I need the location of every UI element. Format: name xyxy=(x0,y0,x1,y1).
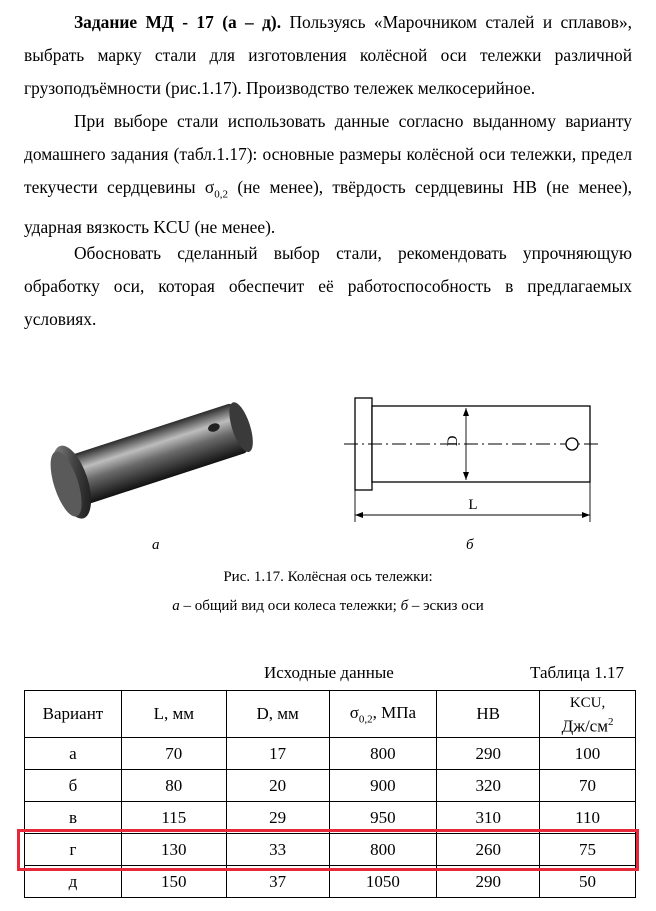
cell-L: 70 xyxy=(121,738,226,770)
cell-sigma: 1050 xyxy=(329,866,437,898)
cell-D: 37 xyxy=(226,866,329,898)
table-header-row xyxy=(25,691,636,738)
row-highlight-box xyxy=(17,829,639,871)
figure-caption-title: Рис. 1.17. Колёсная ось тележки: xyxy=(223,569,433,585)
cell-kcu: 75 xyxy=(540,834,636,866)
cell-sigma: 900 xyxy=(329,770,437,802)
cell-L: 150 xyxy=(121,866,226,898)
cell-kcu: 100 xyxy=(540,738,636,770)
cell-hb: 310 xyxy=(437,802,540,834)
task-paragraph-1-text: Пользуясь «Марочником сталей и сплавов», выбрать марку стали для изготовления колёсной оси тележки различной грузоподъёмности (рис.1.17). Производство тележек мелкосерийное. xyxy=(24,12,633,98)
task-title: Задание МД - 17 (а – д). xyxy=(74,12,282,32)
axle-photo xyxy=(28,392,264,524)
cell-L: 115 xyxy=(121,802,226,834)
cell-D: 20 xyxy=(226,770,329,802)
figure-caption-legend xyxy=(0,598,656,615)
cell-D: 29 xyxy=(226,802,329,834)
table-row xyxy=(25,770,636,802)
cell-variant: д xyxy=(25,866,122,898)
table-number: Таблица 1.17 xyxy=(530,663,624,682)
cell-L: 130 xyxy=(121,834,226,866)
table-row xyxy=(25,738,636,770)
figure-label-a: а xyxy=(152,537,160,553)
header-hb: HB xyxy=(437,691,540,738)
cell-kcu: 110 xyxy=(540,802,636,834)
cell-sigma: 800 xyxy=(329,834,437,866)
cell-hb: 260 xyxy=(437,834,540,866)
cell-variant: г xyxy=(25,834,122,866)
caption-a-text: – общий вид оси колеса тележки; xyxy=(179,598,401,614)
cell-L: 80 xyxy=(121,770,226,802)
caption-b-letter: б xyxy=(400,598,409,614)
cell-variant: а xyxy=(25,738,122,770)
cell-hb: 320 xyxy=(437,770,540,802)
task-paragraph-1 xyxy=(24,6,632,105)
cell-D: 17 xyxy=(226,738,329,770)
caption-a-letter: а xyxy=(172,598,180,614)
cell-sigma: 950 xyxy=(329,802,437,834)
header-variant: Вариант xyxy=(25,691,122,738)
task-paragraph-2-text-b: (не менее), твёрдость сердцевины HB (не менее), ударная вязкость KCU (не менее). xyxy=(24,177,632,238)
cell-hb: 290 xyxy=(437,738,540,770)
task-paragraph-2 xyxy=(24,105,632,244)
axle-sketch xyxy=(340,392,600,527)
caption-b-text: – эскиз оси xyxy=(408,598,484,614)
header-D: D, мм xyxy=(226,691,329,738)
header-L: L, мм xyxy=(121,691,226,738)
figure-label-b: б xyxy=(466,537,474,553)
dimension-label-D: D xyxy=(445,435,461,447)
header-kcu: KCU, $Дж/см^2$ xyxy=(540,691,636,738)
cell-kcu: 70 xyxy=(540,770,636,802)
header-sigma: $\sigma_{0,2}$, МПа xyxy=(329,691,437,738)
cell-variant: б xyxy=(25,770,122,802)
sigma-subscript: 0,2 xyxy=(214,188,229,201)
cell-hb: 290 xyxy=(437,866,540,898)
cell-variant: в xyxy=(25,802,122,834)
cell-D: 33 xyxy=(226,834,329,866)
task-paragraph-3: Обосновать сделанный выбор стали, рекомендовать упрочняющую обработку оси, которая обеспечит её работоспособность в предлагаемых условиях. xyxy=(24,243,632,329)
table-heading: Исходные данные xyxy=(264,663,394,682)
dimension-label-L: L xyxy=(468,497,478,513)
task-paragraph-2-text-a: При выборе стали использовать данные согласно выданному варианту домашнего задания (табл.1.17): основные размеры колёсной оси тележки, предел текучести сердцевины σ xyxy=(24,111,632,197)
sketch-hole xyxy=(566,438,578,450)
cell-kcu: 50 xyxy=(540,866,636,898)
cell-sigma: 800 xyxy=(329,738,437,770)
